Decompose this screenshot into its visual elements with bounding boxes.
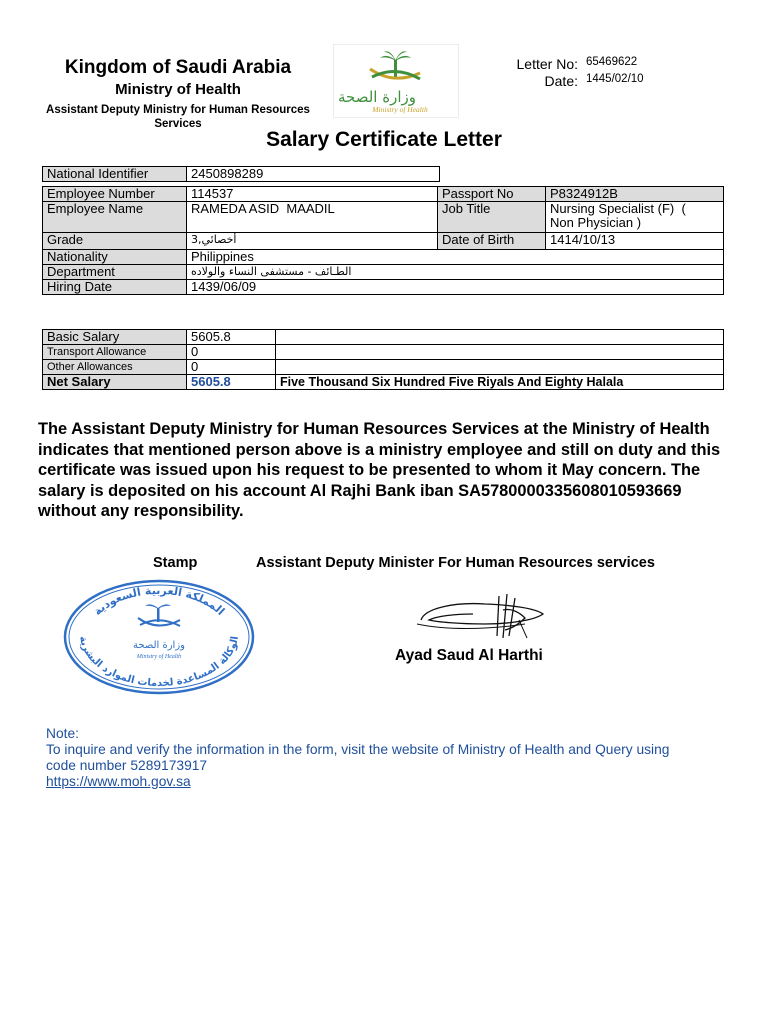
signatory-title: Assistant Deputy Minister For Human Resources services [256, 555, 655, 571]
logo-arabic-text: وزارة الصحة [338, 88, 416, 106]
transport-allowance-blank [276, 345, 724, 360]
basic-salary-label: Basic Salary [43, 330, 187, 345]
stamp-icon [62, 578, 256, 696]
table-row [43, 167, 440, 182]
employee-table [42, 186, 724, 295]
date-value: 1445/02/10 [586, 73, 644, 85]
table-row [43, 187, 724, 202]
national-id-value: 2450898289 [187, 167, 440, 182]
department-name: Assistant Deputy Ministry for Human Resources Services [46, 104, 310, 130]
nationality-label: Nationality [43, 250, 187, 265]
table-row [43, 345, 724, 360]
job-title-line-1: Nursing Specialist (F) ( [550, 201, 686, 216]
table-row [43, 360, 724, 375]
ministry-website-link[interactable]: https://www.moh.gov.sa [46, 774, 191, 789]
certificate-body: The Assistant Deputy Ministry for Human Resources Services at the Ministry of Health indicates that mentioned person above is a ministry employee and still on duty and this certificate was issued upon his request to be presented to whom it May concern. The salary is deposited on his account Al Rajhi Bank iban SA5780000335608010593669 without any responsibility. [38, 420, 721, 521]
employee-name-value: RAMEDA ASID MAADIL [187, 202, 438, 233]
passport-value: P8324912B [546, 187, 724, 202]
signatory-name: Ayad Saud Al Harthi [395, 647, 543, 664]
letter-no-label: Letter No: [516, 56, 578, 72]
table-row [43, 202, 724, 233]
transport-allowance-label: Transport Allowance [43, 345, 187, 360]
basic-salary-words [276, 330, 724, 345]
document-title: Salary Certificate Letter [266, 128, 502, 151]
salary-table [42, 329, 724, 390]
dob-label: Date of Birth [438, 233, 546, 250]
other-allowances-value: 0 [187, 360, 276, 375]
employee-number-label: Employee Number [43, 187, 187, 202]
job-title-value [546, 202, 724, 233]
signature-icon [415, 590, 550, 642]
table-row [43, 233, 724, 250]
logo-english-text: Ministry of Health [372, 105, 428, 114]
table-row [43, 330, 724, 345]
national-id-table [42, 166, 440, 182]
grade-value: أخصائي,3 [187, 233, 438, 250]
transport-allowance-value: 0 [187, 345, 276, 360]
header-block [30, 56, 326, 131]
date-label: Date: [544, 73, 578, 89]
department-label: Department [43, 265, 187, 280]
job-title-label: Job Title [438, 202, 546, 233]
kingdom-name: Kingdom of Saudi Arabia [64, 57, 292, 78]
table-row [43, 375, 724, 390]
ministry-name: Ministry of Health [115, 81, 241, 98]
stamp-text-bottom: الوكالة المساعدة لخدمات الموارد البشرية [77, 635, 241, 690]
other-allowances-label: Other Allowances [43, 360, 187, 375]
dob-value: 1414/10/13 [546, 233, 724, 250]
net-salary-label: Net Salary [43, 375, 187, 390]
passport-label: Passport No [438, 187, 546, 202]
hiring-date-value: 1439/06/09 [187, 280, 724, 295]
grade-label: Grade [43, 233, 187, 250]
letter-info [490, 56, 690, 90]
table-row [43, 265, 724, 280]
national-id-label: National Identifier [43, 167, 187, 182]
other-allowances-blank [276, 360, 724, 375]
stamp-logo-arabic: وزارة الصحة [133, 640, 185, 651]
palm-and-swords-logo-icon [334, 45, 458, 117]
employee-name-label: Employee Name [43, 202, 187, 233]
note-label: Note: [46, 726, 79, 741]
basic-salary-value: 5605.8 [187, 330, 276, 345]
letter-no-value: 65469622 [586, 56, 638, 68]
department-value: الطـائف - مستشفى النساء والولاده [187, 265, 724, 280]
note-line-1: To inquire and verify the information in the form, visit the website of Ministry of Health and Query using [46, 742, 670, 757]
net-salary-words: Five Thousand Six Hundred Five Riyals And Eighty Halala [276, 375, 724, 390]
stamp-label: Stamp [153, 555, 198, 571]
ministry-logo [333, 44, 459, 118]
hiring-date-label: Hiring Date [43, 280, 187, 295]
table-row [43, 280, 724, 295]
nationality-value: Philippines [187, 250, 724, 265]
note-line-2: code number 5289173917 [46, 758, 208, 773]
stamp-logo-english: Ministry of Health [136, 654, 182, 660]
table-row [43, 250, 724, 265]
net-salary-value: 5605.8 [187, 375, 276, 390]
stamp-text-top: المملكة العربية السعودية [90, 583, 228, 618]
job-title-line-2: Non Physician ) [550, 215, 642, 230]
employee-number-value: 114537 [187, 187, 438, 202]
verification-note [46, 726, 726, 790]
